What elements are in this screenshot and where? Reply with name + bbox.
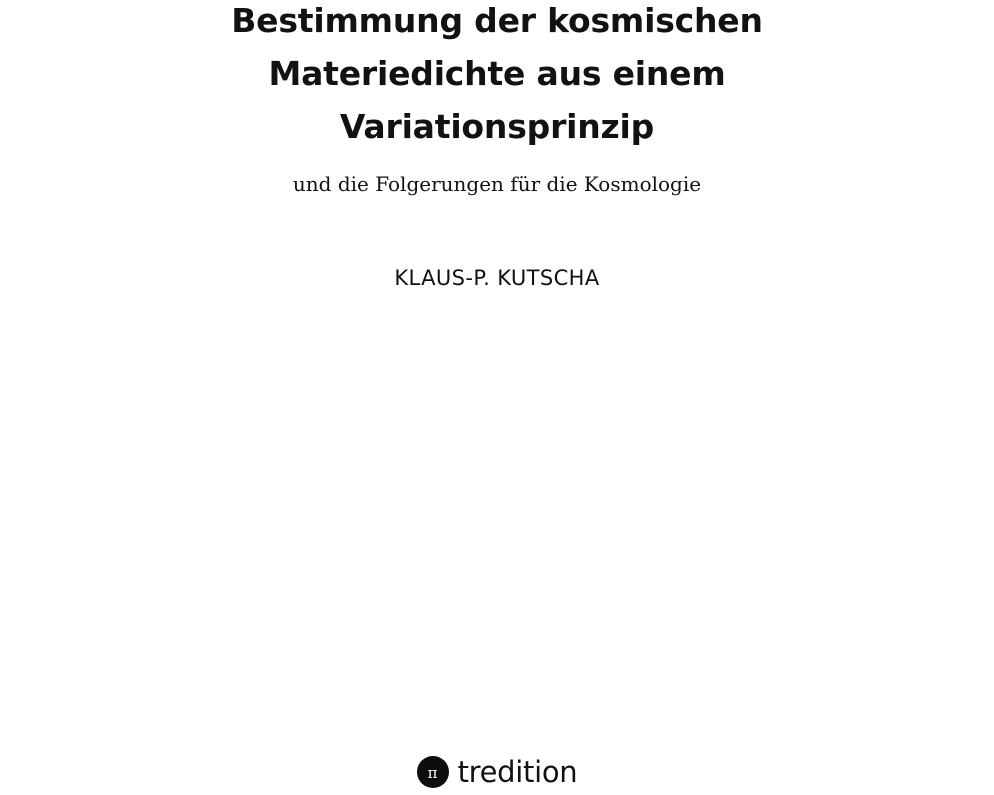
tredition-pi-logo-glyph: π xyxy=(427,763,438,782)
author-name: KLAUS-P. KUTSCHA xyxy=(394,266,600,290)
publisher-block xyxy=(0,755,994,789)
publisher-name: tredition xyxy=(457,755,578,789)
title-line-2: Materiedichte aus einem xyxy=(268,54,726,93)
title-line-1: Bestimmung der kosmischen xyxy=(231,1,763,40)
page-title xyxy=(0,0,994,153)
page-subtitle: und die Folgerungen für die Kosmologie xyxy=(292,172,702,196)
title-line-3: Variationsprinzip xyxy=(339,107,655,146)
tredition-pi-logo-icon xyxy=(417,756,449,788)
